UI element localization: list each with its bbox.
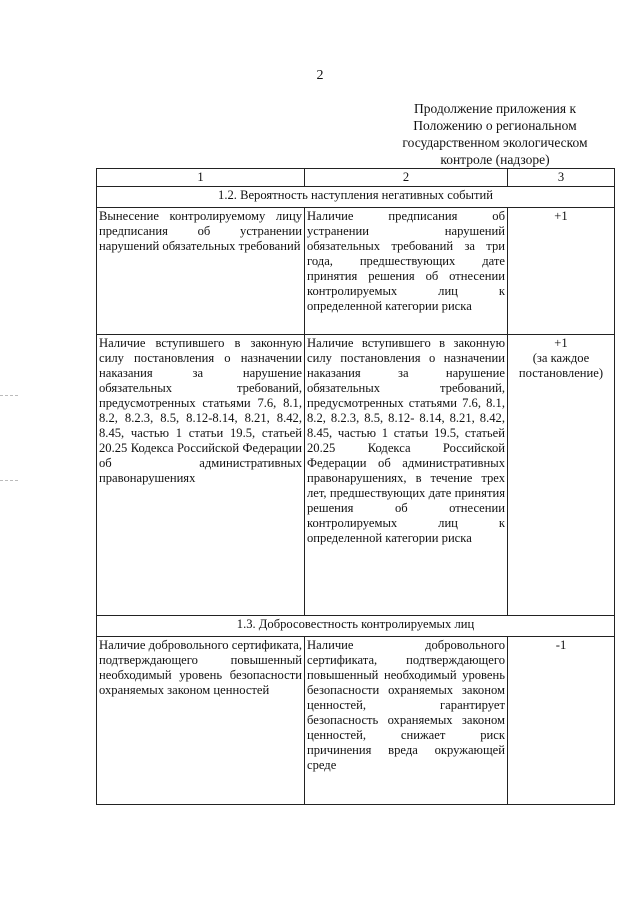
section-row [97, 187, 615, 208]
column-header-row [97, 169, 615, 187]
score-value: +1 [554, 209, 568, 223]
score-value: +1 [554, 336, 568, 350]
margin-dash-mark [0, 395, 18, 396]
appendix-header [380, 100, 610, 168]
section-row [97, 616, 615, 637]
criterion-cell: Наличие добровольного сертификата, подтверждающего повышенный необходимый уровень безопасности охраняемых законом ценностей [97, 637, 305, 805]
indicator-cell: Наличие добровольного сертификата, подтверждающего повышенный необходимый уровень безопасности охраняемых законом ценностей, гарантирует безопасность охраняемых законом ценностей, снижает риск причинения вреда окружающей среде [305, 637, 508, 805]
table-row [97, 637, 615, 805]
header-line: Положению о региональном [413, 118, 577, 133]
column-header: 3 [508, 169, 615, 187]
score-cell [508, 335, 615, 616]
score-note: (за каждое постановление) [518, 351, 604, 380]
score-cell [508, 208, 615, 335]
criterion-cell: Вынесение контролируемому лицу предписания об устранении нарушений обязательных требований [97, 208, 305, 335]
header-line: государственном экологическом [402, 135, 588, 150]
score-value: -1 [555, 638, 567, 652]
score-cell [508, 637, 615, 805]
criterion-cell: Наличие вступившего в законную силу постановления о назначении наказания за нарушение обязательных требований, предусмотренных статьями 7.6, 8.1, 8.2, 8.2.3, 8.5, 8.12-8.14, 8.21, 8.42, 8.45, частью 1 статьи 19.5, статьей 20.25 Кодекса Российской Федерации об административных правонарушениях [97, 335, 305, 616]
margin-dash-mark [0, 480, 18, 481]
header-line: контроле (надзоре) [440, 152, 550, 167]
table-row [97, 208, 615, 335]
indicator-cell: Наличие вступившего в законную силу постановления о назначении наказания за нарушение обязательных требований, предусмотренных статьями 7.6, 8.1, 8.2, 8.2.3, 8.5, 8.12- 8.14, 8.21, 8.42, 8.45, частью 1 статьи 19.5, статьей 20.25 Кодекса Российской Федерации об административных правонарушениях, в течение трех лет, предшествующих дате принятия решения об отнесении контролируемых лиц к определенной категории риска [305, 335, 508, 616]
header-line: Продолжение приложения к [413, 101, 577, 116]
risk-criteria-table [96, 168, 615, 805]
table-row [97, 335, 615, 616]
section-title: 1.2. Вероятность наступления негативных событий [97, 187, 615, 208]
column-header: 1 [97, 169, 305, 187]
indicator-cell: Наличие предписания об устранении нарушений обязательных требований за три года, предшествующих дате принятия решения об отнесении контролируемых лиц к определенной категории риска [305, 208, 508, 335]
page-number: 2 [316, 68, 324, 83]
column-header: 2 [305, 169, 508, 187]
section-title: 1.3. Добросовестность контролируемых лиц [97, 616, 615, 637]
